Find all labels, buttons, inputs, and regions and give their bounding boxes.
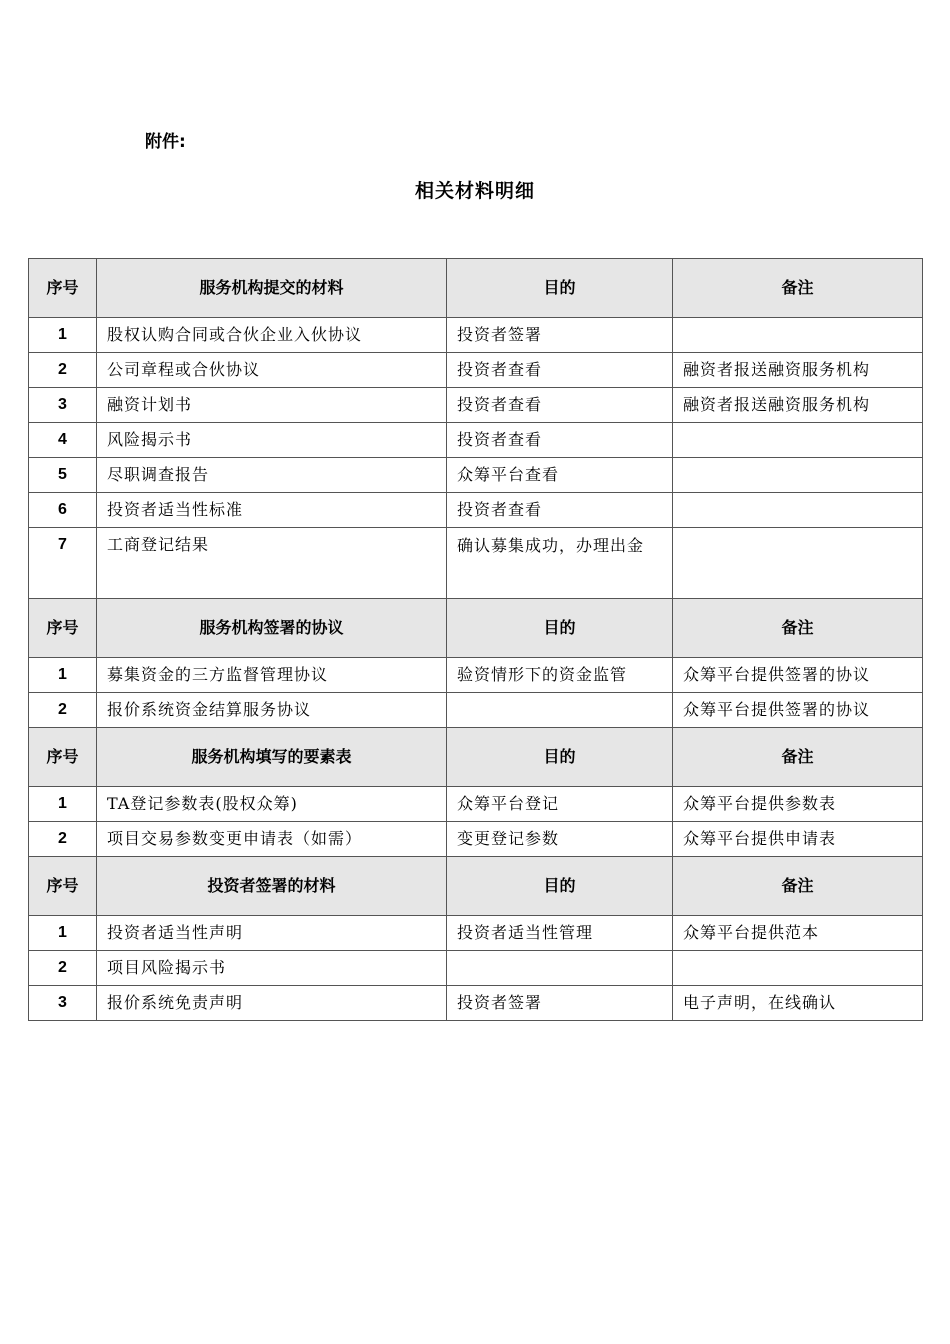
table-row	[29, 693, 923, 728]
header-material-name: 投资者签署的材料	[97, 857, 447, 916]
row-purpose: 投资者查看	[447, 493, 673, 528]
row-purpose: 投资者查看	[447, 353, 673, 388]
table-row	[29, 423, 923, 458]
section-header-row	[29, 728, 923, 787]
row-purpose	[447, 693, 673, 728]
row-material-name: TA登记参数表(股权众筹)	[97, 787, 447, 822]
row-remarks	[673, 423, 923, 458]
header-remarks: 备注	[673, 857, 923, 916]
materials-table-body	[29, 259, 923, 1021]
row-serial-number: 7	[29, 528, 97, 599]
row-material-name: 融资计划书	[97, 388, 447, 423]
row-remarks: 众筹平台提供签署的协议	[673, 658, 923, 693]
row-material-name: 股权认购合同或合伙企业入伙协议	[97, 318, 447, 353]
materials-table	[28, 258, 923, 1021]
row-purpose: 投资者查看	[447, 388, 673, 423]
row-serial-number: 1	[29, 916, 97, 951]
table-row	[29, 658, 923, 693]
row-serial-number: 5	[29, 458, 97, 493]
row-material-name: 风险揭示书	[97, 423, 447, 458]
header-purpose: 目的	[447, 857, 673, 916]
row-purpose: 确认募集成功，办理出金	[447, 528, 673, 599]
header-serial-number: 序号	[29, 728, 97, 787]
row-remarks	[673, 458, 923, 493]
table-row	[29, 493, 923, 528]
header-serial-number: 序号	[29, 259, 97, 318]
header-remarks: 备注	[673, 259, 923, 318]
row-serial-number: 2	[29, 353, 97, 388]
row-material-name: 项目交易参数变更申请表（如需）	[97, 822, 447, 857]
header-material-name: 服务机构填写的要素表	[97, 728, 447, 787]
row-material-name: 尽职调查报告	[97, 458, 447, 493]
table-row	[29, 458, 923, 493]
row-purpose: 众筹平台查看	[447, 458, 673, 493]
table-row	[29, 787, 923, 822]
row-remarks	[673, 951, 923, 986]
row-serial-number: 6	[29, 493, 97, 528]
row-purpose: 变更登记参数	[447, 822, 673, 857]
section-header-row	[29, 857, 923, 916]
row-material-name: 项目风险揭示书	[97, 951, 447, 986]
table-row	[29, 986, 923, 1021]
document-title: 相关材料明细	[414, 180, 535, 202]
row-purpose: 投资者签署	[447, 318, 673, 353]
table-row	[29, 353, 923, 388]
header-material-name: 服务机构签署的协议	[97, 599, 447, 658]
table-row	[29, 822, 923, 857]
row-purpose: 投资者适当性管理	[447, 916, 673, 951]
table-row	[29, 318, 923, 353]
row-serial-number: 1	[29, 318, 97, 353]
header-remarks: 备注	[673, 728, 923, 787]
table-row	[29, 528, 923, 599]
row-purpose: 众筹平台登记	[447, 787, 673, 822]
row-purpose: 投资者查看	[447, 423, 673, 458]
row-material-name: 报价系统免责声明	[97, 986, 447, 1021]
row-remarks: 融资者报送融资服务机构	[673, 353, 923, 388]
row-serial-number: 3	[29, 986, 97, 1021]
section-header-row	[29, 259, 923, 318]
table-row	[29, 951, 923, 986]
row-material-name: 公司章程或合伙协议	[97, 353, 447, 388]
row-material-name: 投资者适当性声明	[97, 916, 447, 951]
row-material-name: 募集资金的三方监督管理协议	[97, 658, 447, 693]
header-remarks: 备注	[673, 599, 923, 658]
row-purpose: 投资者签署	[447, 986, 673, 1021]
row-remarks: 众筹平台提供申请表	[673, 822, 923, 857]
header-purpose: 目的	[447, 259, 673, 318]
section-header-row	[29, 599, 923, 658]
row-serial-number: 2	[29, 822, 97, 857]
attachment-label: 附件:	[145, 132, 186, 152]
row-serial-number: 1	[29, 658, 97, 693]
row-remarks: 电子声明，在线确认	[673, 986, 923, 1021]
table-row	[29, 388, 923, 423]
header-purpose: 目的	[447, 599, 673, 658]
row-purpose	[447, 951, 673, 986]
row-serial-number: 2	[29, 693, 97, 728]
row-serial-number: 4	[29, 423, 97, 458]
row-serial-number: 1	[29, 787, 97, 822]
row-serial-number: 2	[29, 951, 97, 986]
row-remarks: 众筹平台提供参数表	[673, 787, 923, 822]
row-purpose: 验资情形下的资金监管	[447, 658, 673, 693]
row-remarks	[673, 318, 923, 353]
row-remarks: 融资者报送融资服务机构	[673, 388, 923, 423]
row-material-name: 投资者适当性标准	[97, 493, 447, 528]
row-material-name: 报价系统资金结算服务协议	[97, 693, 447, 728]
row-serial-number: 3	[29, 388, 97, 423]
header-serial-number: 序号	[29, 599, 97, 658]
header-material-name: 服务机构提交的材料	[97, 259, 447, 318]
header-serial-number: 序号	[29, 857, 97, 916]
row-material-name: 工商登记结果	[97, 528, 447, 599]
row-remarks: 众筹平台提供签署的协议	[673, 693, 923, 728]
header-purpose: 目的	[447, 728, 673, 787]
row-remarks	[673, 528, 923, 599]
row-remarks	[673, 493, 923, 528]
row-remarks: 众筹平台提供范本	[673, 916, 923, 951]
table-row	[29, 916, 923, 951]
